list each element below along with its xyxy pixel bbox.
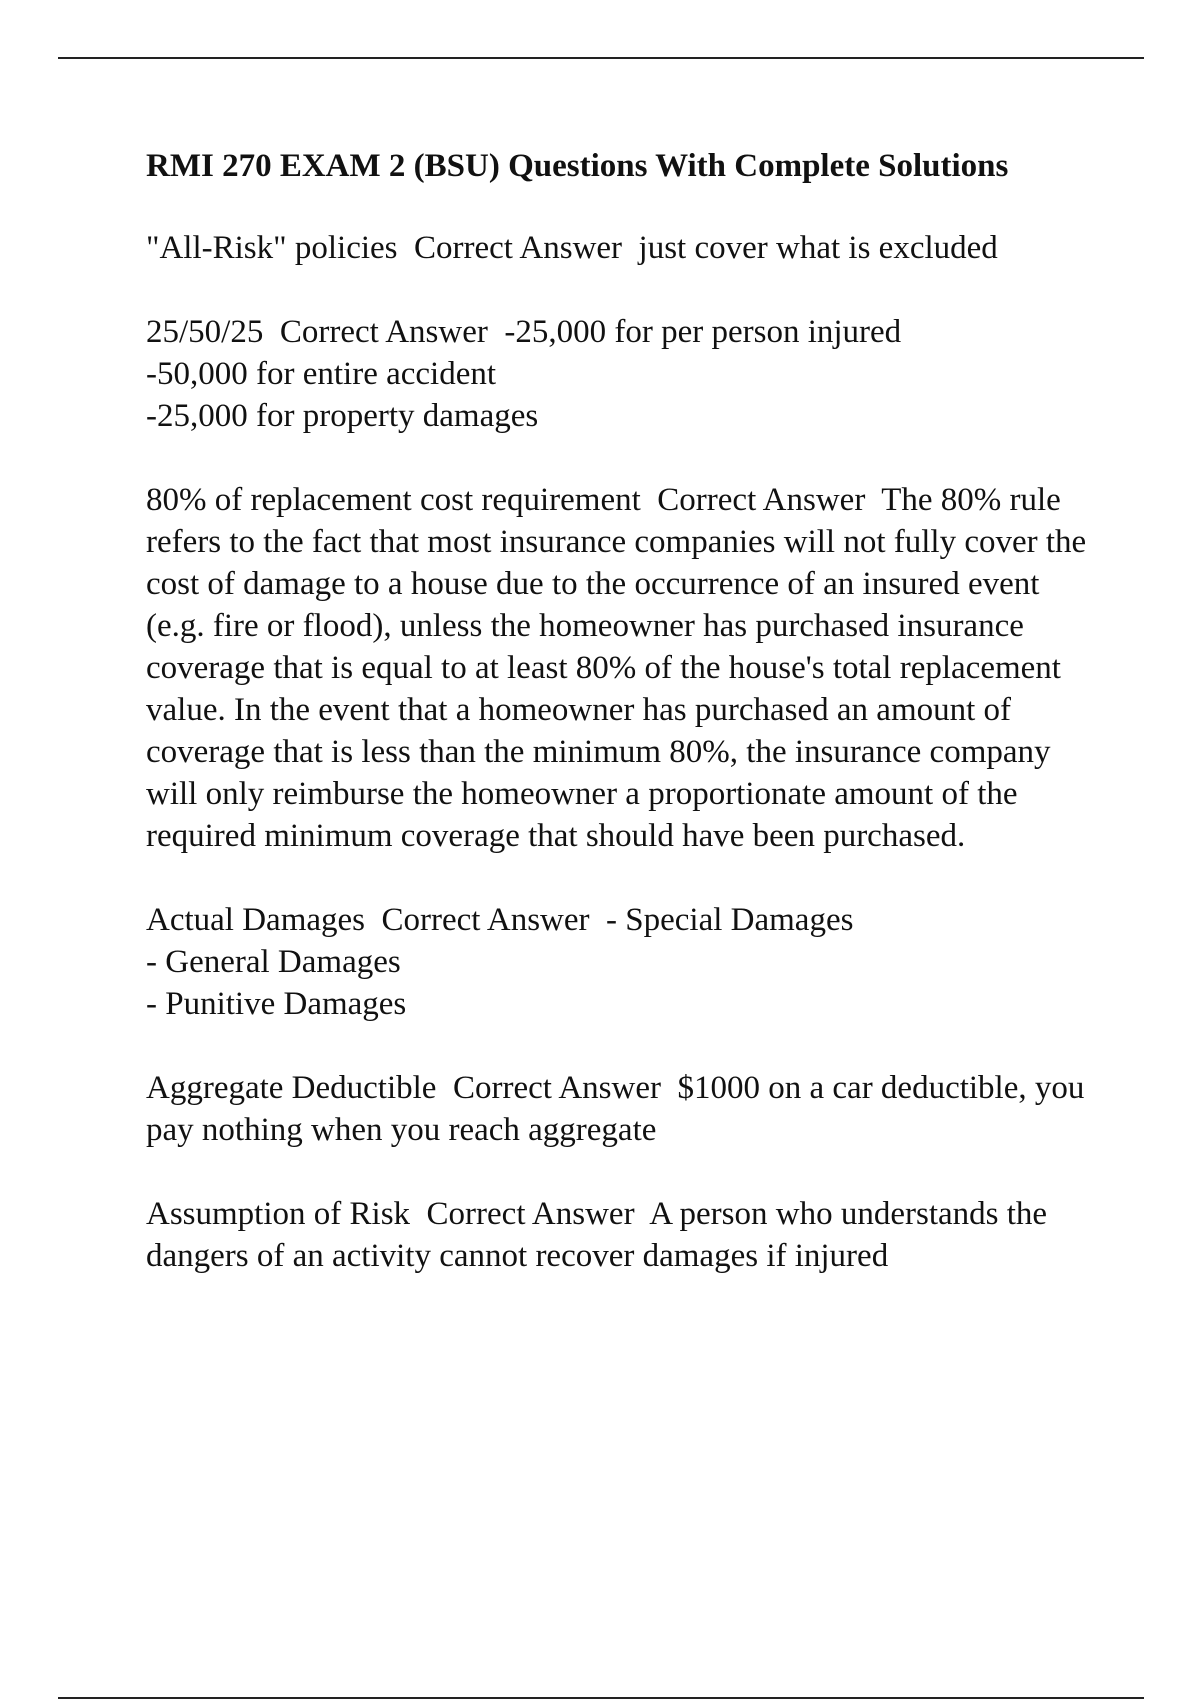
- qa-answer: The 80% rule refers to the fact that most insurance companies will not fully cover the cost of damage to a house due to the occurrence of an insured event (e.g. fire or flood), unless the homeowner has purchased insurance coverage that is equal to at least 80% of the house's total replacement value. In the event that a homeowner has purchased an amount of coverage that is less than the minimum 80%, the insurance company will only reimburse the homeowner a proportionate amount of the required minimum coverage that should have been purchased.: [146, 482, 1095, 854]
- qa-label: Correct Answer: [381, 902, 590, 938]
- qa-answer: $1000 on a car deductible, you pay nothing when you reach aggregate: [146, 1070, 1093, 1148]
- qa-term: Actual Damages: [146, 902, 365, 938]
- qa-term: "All-Risk" policies: [146, 230, 398, 266]
- qa-entry-80-percent-rule: [146, 479, 1096, 857]
- qa-label: Correct Answer: [279, 314, 488, 350]
- qa-label: Correct Answer: [657, 482, 866, 518]
- qa-entry-assumption-of-risk: [146, 1193, 1096, 1277]
- qa-answer: - Special Damages - General Damages - Punitive Damages: [146, 902, 854, 1022]
- bottom-divider: [58, 1697, 1144, 1699]
- qa-entry-25-50-25: [146, 311, 1096, 437]
- qa-term: Aggregate Deductible: [146, 1070, 437, 1106]
- document-title: RMI 270 EXAM 2 (BSU) Questions With Complete Solutions: [146, 148, 1009, 184]
- qa-answer: -25,000 for per person injured -50,000 for entire accident -25,000 for property damages: [146, 314, 902, 434]
- qa-label: Correct Answer: [452, 1070, 661, 1106]
- qa-term: 80% of replacement cost requirement: [146, 482, 641, 518]
- qa-entry-all-risk: [146, 227, 1096, 269]
- qa-answer: A person who understands the dangers of an activity cannot recover damages if injured: [146, 1196, 1056, 1274]
- qa-term: 25/50/25: [146, 314, 264, 350]
- qa-label: Correct Answer: [414, 230, 623, 266]
- qa-answer: just cover what is excluded: [638, 230, 998, 266]
- qa-term: Assumption of Risk: [146, 1196, 411, 1232]
- qa-entry-actual-damages: [146, 899, 1096, 1025]
- document-body: [146, 145, 1096, 1319]
- qa-label: Correct Answer: [426, 1196, 635, 1232]
- qa-entry-aggregate-deductible: [146, 1067, 1096, 1151]
- top-divider: [58, 57, 1144, 59]
